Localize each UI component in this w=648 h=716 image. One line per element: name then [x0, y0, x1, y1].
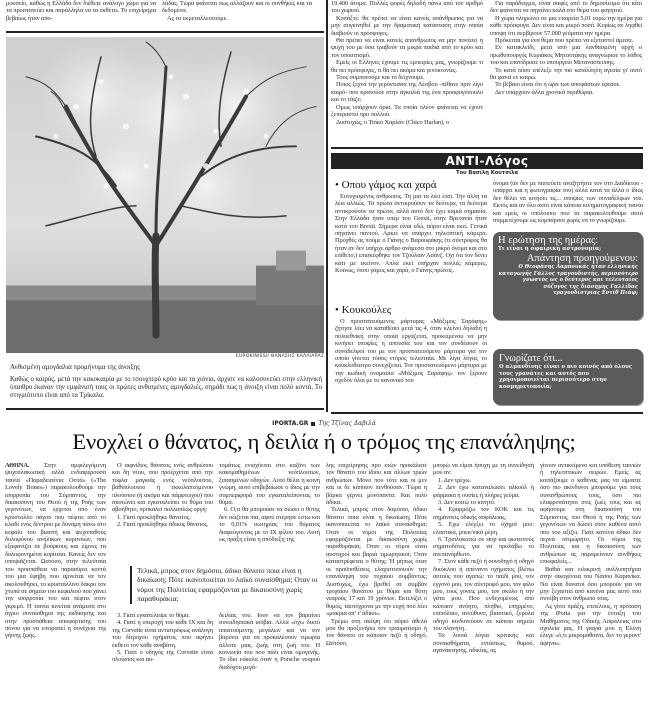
paragraph: τομάτως ενισχύεται στο καζάνι των κακομαθημένων νεόπλουτων, ξιπασμένων οδηγών. Αυτό θέλει η κοινή γνώμη, αυτό επιβεβαίωσε ο ίδιος με την συμπεριφορά του εγκαταλείποντας το θύμα. — [219, 462, 320, 507]
article-column-5 — [433, 462, 534, 655]
list-item: 7. Στον κάθε πεζό ή συνοδηγό ή οδηγό δικύκλου ή απέναντι οχήματος βλέπω αυτούς που αγαπώ: το παιδί μου, τον εγγονό μου, τον σύντροφό μου, τον φίλο μου, τους γονείς μου, τον σκύλο ή την γάτα μου. Που ενδεχομένως από κάποιον ανόητο, πλήθιο, επηρμένο, επιπόλαιο, ανεύθυνο, βιαστικό, ξερόλα οδηγό κινδυνεύουν σε κάποιο σημείο του πλανήτη. — [433, 558, 534, 632]
paragraph: Το βέβαιο είναι ότι η ώρα των αποφάσεων έφτασε. — [495, 81, 621, 89]
square-bullet-icon — [311, 422, 315, 426]
list-item: 5. Εχω ελέγξει το όχημά μου: ελαστικά, μπεκ/νικά μέρη. — [433, 521, 534, 536]
photo-credit: EUROKINISSI/ ΘΑΝΑΣΗΣ ΚΑΛΛΙΑΡΑΣ — [235, 354, 324, 359]
list-item: 3. Δεν κοιτώ το κινητό. — [438, 499, 496, 507]
section-title-hoods: • Κουκούλες — [335, 304, 392, 316]
anti-logos-column-2 — [493, 180, 643, 224]
answer-heading: Απάντηση προηγούμενου: — [526, 253, 638, 264]
divider — [331, 147, 643, 149]
photo-caption-title: Ανθισμένη αμυγδαλιά προμήνυμα της άνοιξης — [10, 363, 141, 371]
list-item: 6. Τριπλοκοιτώ σε stop και φωτεινούς σηματοδότες για να προλάβω το ανεπανόρθωτο. — [433, 536, 534, 558]
paragraph: μπορώ να είμαι ήσυχη με τη συνείδησή μου αν: — [433, 462, 534, 477]
list-item: 2. Γιατί προκλήθηκε άδικος θάνατος. — [117, 521, 209, 529]
top-left-column-1 — [6, 0, 156, 22]
article-column-4 — [326, 462, 427, 647]
paragraph: Ας γίνει πράξη, επιτέλους, η πρόταση της iPorta για την ένταξη του Μαθήματος της Οδικής Ασφάλειας στα σχολεία μας. Η γιαγιά μου η Ελένη έλεγε «ό,τι μικρομάθαινα, δεν το γεροντ' άφηνα». — [540, 602, 641, 647]
article-column-3-continued — [219, 612, 320, 671]
paragraph: Τους συμπονούμε και το δείχνουμε. — [336, 74, 425, 82]
list-item: 1. Γιατί προκλήθηκε θάνατος. — [117, 513, 191, 521]
paragraph: λάδας. Τώρα φαίνεται πως αλλάζουν και οι συνθήκες και τα δεδομένα. — [162, 0, 312, 15]
paragraph: Τα λοιπά λόγια κριτικής και συναισθήματα, εντάσεως, θυμού, αγανάκτησης, αδικίας, ας — [433, 632, 534, 655]
top-left-column-2 — [162, 0, 312, 22]
did-you-know-heading: Γνωρίζατε ότι... — [499, 353, 563, 364]
paragraph: 19.400 άτομα. Πολλές φορές δηλαδή πάνω από τον αριθμό του χωριού. — [331, 0, 483, 15]
list-item: 3. Γιατί εγκατέλειψε το θύμα. — [117, 612, 190, 619]
article-column-1 — [5, 462, 106, 640]
dateline: ΑΘΗΝΑ. — [5, 462, 30, 469]
paragraph: Ο αιφνίδιος θάνατος ενός ανθρώπου και δη νέου, που προέρχεται από την τύφλα μαγκιάς ενός νεόπλουτου, βαθύπλουτου ή εκκολαπτόμενου πλούσιου (ή ακόμα και πάμφτωχου) που σκοτώνει και εγκαταλείπει το θύμα του αβοήθητο, προκαλεί πολλαπλώς οργή: — [112, 462, 213, 514]
paragraph: μουσείο, καθώς η Ελλάδα δεν διέθετε ανάλογο χώρο για να τα προστατεύει και παράλληλα να τα εκθέτει. Το επιχείρημα βεβαίως ήταν απο- — [6, 0, 156, 22]
paragraph: 6. Ο,τι θα μπορούσε να σώσει ο θύτης δεν σώζεται πια, αφού στέρησε έστω και το 0,01% σωτηρίας του θύματος διαφεύγοντας με το IX φίλου του. Αυτή ως πράξη είναι η απόδειξη της — [219, 506, 320, 544]
article-byline: Της Τζίνας Δαβιλά — [318, 420, 376, 427]
paragraph: Δεν υπάρχουν άλλα χρονικά περιθώρια. — [495, 88, 594, 96]
article-source-line — [0, 420, 648, 428]
paragraph: Βαθιά και ειλικρινή συλλυπητήρια στην οικογένεια του Νάσου Καρανίκα. Να είναι δυνατοί όσο μπορούν για να μην ξεχαστεί από κανένα μας αυτό που συνέβη στον άνθρωπό τους. — [540, 565, 641, 603]
top-right-column-2 — [490, 0, 642, 96]
paragraph: Τελικά, μπρος στον δαμόσιο, άδικο θάνατο ποια είναι η δικαίωση; Πότε ικανοποιείται το λαϊκό συναίσθημα; Οταν οι νόμοι της Πολιτείας εφαρμόζονται με δικαιοσύνη χωρίς παραθυράκια; Οταν οι νόμοι είναι αυστηροί και βαριά τιμωρητικοί; Οταν καταστρέφεται ο θύτης; Ή μήπως όταν οι προϋποθέσεις ελαχιστοποιούν την επανάληψη του τυχαίου συμβάντος; Δυστυχώς, έχω βρεθεί σε συμβάν τροχαίου θανάτου με θύμα και θύτη νεαρούς 17 και 19 χρόνων. Εκτελίζει ο θυμός, ταυτόχρονα με την ευχή που λέει «μακριά απ' τ' άδικο». — [326, 506, 427, 618]
paragraph: Εν κατακλείδι, μετά από μια λανθασμένη αρχή ο πρωθυπουργός Κυριάκος Μητσοτάκης αναγνώρισε το λάθος του και επανίδρυσε το υπουργείο Μεταναστευσης. — [490, 44, 642, 67]
paragraph: δειλίας του. Ιουν να τον βαραίνει συνειδησιακά ισόβια. Αλλά «όχι» δικτύ απαιτούμενης μεγάλων και να τον βαρύνει για να προκαλέσουν τιμωρία άλλοτε μιας ζωής στη ζωή του. Η κοινωνία του που πάλι είναι ομογενής. Το ίδιο εύκολα όταν η Porsche νεαρού διαδόχου μεγά- — [219, 612, 320, 671]
paragraph: Θα πρέπει να είναι κανείς απάνθρωπος να μην πονέσει η ψυχή του με όσα τραβούν τα μικρά παιδιά από το κρύο και τον υποσιτισμό. — [331, 37, 483, 59]
article-headline: Ενοχλεί ο θάνατος, η δειλία ή ο τρόμος της επανάληψης; — [72, 429, 576, 454]
article-column-3 — [219, 462, 320, 543]
paragraph: γίνουν αντικείμενο και υπόθεση ταινιών ή τηλεοπτικών σειρών. Εμείς ας κοιτάξουμε ο καθένας μας να είμαστε όσο πιο ακίνδυνοι μπορούμε για τους συνανθρώπους τους, όσο πιο ελαφροπάτητοι στις ζωές τους και ας αφήσουμε στη δικαιοσύνη του Σύμπαντος, του Θεού ή της Ροής των γεγονότων να δώσει στον καθένα αυτό που του αξίζει. Γιατί κανένα άδικο δεν περνά ατιμώρητο. Οι νόμοι της Πολιτείας και η δικαιοσύνη των ανθρώπων ας παραμείνουν συνθήκες επιοφαλείς... — [540, 462, 641, 566]
article-column-6 — [540, 462, 641, 647]
section-title-wedding: • Οπου γάμος και χαρά — [335, 179, 437, 191]
paragraph: Εμείς οι Ελληνες έχουμε τις εμπειρίες μας, γνωρίζουμε τι θα πει πρόσφυγες, τι θα πει ακόμα και γενοκτονίες. — [331, 59, 483, 74]
answer-text: Ο Θεοφάνης Λαμπουκάς ήταν ελληνικής καταγωγής Γάλλος τραγουδιστής, περισσότερο γνωστός ως ο δεύτερος και τελευταίος σύζυγος της διάσημης Γαλλίδας τραγουδίστριας Εντίθ Πιάφ; — [498, 264, 638, 296]
almond-tree-photo — [6, 37, 324, 353]
paragraph — [5, 462, 106, 640]
article-column-2 — [112, 462, 213, 529]
paragraph: Τρέμω στη σκέψη ότι αύριο άθελά μου θα προξενήσω τον τραυματισμό ή τον θάνατο σε κάποιον πεζό ή οδηγό. Ωστόσο, — [326, 617, 427, 647]
article-column-2-continued — [112, 612, 213, 664]
paragraph: Ο προστατευόμενος μάρτυρας «Μάξιμος Σαράφης» ζήτησε λέει να καταθέσει μετά τις 4, όταν κλείνει δηλαδή η πολυεθνική στην οποία εργάζεται, προκειμένου να μην κινήσει υποψίες η απουσία του και τον συνδέσουν οι συνάδελφοί του με τον προστατευόμενο μάρτυρα για τον οποίο γίνεται τόσος ντόρος τελευταία. Με λίγα λόγια, το κουκλοθέατρο συνεχίζεται. Τον προστατευόμενο μάρτυρα με την κωδική ονομασία «Μάξιμος Σαράφης» τον ξέρουν σχεδόν όλοι με το κανονικό του — [335, 318, 487, 385]
question-of-the-day-box — [493, 232, 643, 320]
photo-image — [6, 37, 324, 353]
list-item: 5. Γιατί ο οδηγός της Corvette είναι πλούσιος και αυ- — [112, 649, 213, 664]
anti-logos-author: Του Βασίλη Κουτσίλα — [455, 170, 519, 176]
did-you-know-box — [493, 349, 643, 405]
list-item: 2. Δεν έχω καταναλώσει αλκοόλ ή φάρμακα ή ουσίες ή πλήρες γεύμα. — [433, 484, 534, 499]
paragraph: Ομως υπάρχουν όρια. Τα οποία πλέον φαίνεται να έχουν ξεπεραστεί προ πολλού. — [331, 103, 483, 119]
paragraph: Ευτυχισμένος άνθρωπος. Τη μια τα λέει έτσι. Την άλλη τα λέει αλλιώς. Τα πρώτα αντικρούουν τα δεύτερα, τα δεύτερα αντικρούουν τα πρώτα, αλλά αυτό δεν έχει καμιά σημασία. Στην Ελλάδα ήταν υπέρ του Grexit, στην Βρετανία ήταν κατά του Brexit. Σήμερα είναι εδώ, αύριο είναι εκεί. Γενικά πηγαίνει παντού. Αρκεί να υπάρχει τηλεοπτική κάμερα. Προχθές ας πούμε ο Γιάνης ο Βαρουφάκης (τι σύντροφος θα ήταν αν δεν υπήρχε άρθρο ανάμεσα στο μικρό όνομα και στο επίθετο;) επισκέφθηκε τον Τζούλιαν Ασάνζ. Οχι ότι τον δένει κάτι με εκείνον. Απλά εκεί υπήρχαν πολλές κάμερες. Κοινώς, όπου γάμος και χαρά, ο Γιάνης πρώτος. — [335, 193, 487, 275]
paragraph: Δυστυχώς, ο Τσίκο Χαρλάν (Chico Harlan), ο — [336, 118, 450, 126]
paragraph: Ας τα εκμεταλλευτούμε. — [167, 14, 228, 22]
divider — [6, 408, 324, 410]
list-item: 1. Δεν τρέχω. — [438, 476, 471, 484]
did-you-know-text: Ο αλμανδίνης είναι ο πιο κοινός από όλους τους γρανάτες και αυτός που χρησιμοποιείται περισσότερο στην κοσμηματοποιία; — [499, 364, 633, 390]
divider — [6, 31, 324, 33]
anti-logos-section-2 — [335, 318, 487, 385]
paragraph: Πρόκειται για ένα θέμα που πρέπει να εξεταστεί άμεσα. — [495, 37, 634, 45]
paragraph: Κοπάξτε: θα πρέπει να είναι κανείς απάνθρωπος για να μην συγκινηθεί με την δραματική κατάσταση στην οποία διαβιούν οι πρόσφυγες. — [331, 14, 483, 37]
paragraph: Το κατά πόσο επέλεξε την πιο κατάλληλη αγεσία γι' αυτό θα φανεί εν καιρώ. — [490, 66, 642, 82]
paragraph: λης επιχείρησης προ ετών προκάλεσε τον θάνατο του ίδιου και άλλων τριών ανθρώπων. Μόνο που τότε και οι μεν και οι δε κάποιον πενθούσαν. Τώρα η βάρκα γέρνει μονόπαντα. Και πολύ άδικα. — [326, 462, 427, 507]
paragraph: όνομα (αν δεν με πιστεύετε αναζητήστε τον στο Διαδίκτυο - υπάρχει και η φωτογραφία του) αλλά κατά τα άλλα ο ίδιος δεν θέλει να κινήσει τις... υποψίες των συναδέλφων του. Εκτός και αν όλο αυτό είναι κάποια κινηματογραφική ταινία και εμείς οι υπόλοιποι που τα παρακολουθούμε αυτά συμμετέχουμε ως κομπάρσοι χωρίς να το γνωρίζουμε. — [493, 180, 643, 225]
article-source: IPORTA.GR — [272, 420, 309, 427]
top-right-column-1 — [331, 0, 483, 126]
list-item: 4. Γιατί η υπεροχή του κάθε IX και δη της Corvette είναι αντιστρόφως ανάλογη του δίτροχου οχήματος που αφήνει έκθετο τον κάθε αναβάτη. — [112, 619, 213, 649]
pull-quote: Τελικά, μπρος στον δημόσιο, άδικο θάνατο ποια είναι η δικαίωση; Πότε ικανοποιείται το λαϊκό συναίσθημα; Οταν οι νόμοι της Πολιτείας εφαρμόζονται με δικαιοσύνη χωρίς παραθυράκια; — [130, 566, 318, 604]
paragraph-text: Στην αμφιλεγόμενη ψυχοπλακωτική αλλά ενδιαφέρουσα ταινία «Παραδεισένια Οστά» («The Lovely Bones») παρακολουθούμε την ισορροπία του Σύμπαντος, την δικαιοσύνη του Θεού ή της Ροής των γεγονότων, να έρχεται από έναν κρύσταλλο πάγου που πέφτει από το κλαδί ενός δέντρου με δύναμη πάνω στο κεφάλι του βιαστή και ψυχοπαθούς δολοφόνου ανήλικων κοριτσιών, που εξαφανίζει σε βούρκους και λίμνες τα δολοφονημένα κορίτσια. Κανείς δεν τον υποψιάζεται. Ωστόσο, στην τελευταία του προσπάθεια να παρασύρει κοντά του μια έφηβη που αρνείται να τον ακολουθήσει, το κρυστάλλινο δάκρυ τον χτυπά σε σημείο του κεφαλιού που χάνει την ισορροπία του και πέφτει στον γκρεμό. Η ταινία κινείται ανάμεσα στο άγριο συναίσθημα της εκδίκησης και στην προσπάθεια αποφόρτισης του πόνου για να επιτραπεί η συνέχεια της γήινης ζωής. — [5, 462, 106, 640]
list-item: 4. Εφαρμόζω τον ΚΟΚ και τις σημάνσεις οδικής ασφάλειας. — [433, 506, 534, 521]
photo-caption-body: Καθώς ο καιρός, μετά την κακοκαιρία με το τσουχτερό κρύο και τα χιόνια, άρχισε να καλοσυνεύει στην ελληνική ύπαιθρο έκαναν την εμφάνισή τους οι πρώτες ανθισμένες αμυγδαλιές, σημάδι πως η άνοιξη είναι πολύ κοντά. Το στιγμιότυπο είναι από τα Τρίκαλα. — [10, 376, 322, 399]
paragraph: Ποιος ξεχνά την γερόντισσα της Λέσβου -πέθανε πριν λίγο καιρό- που κρατούσε στην αγκαλιά της ένα προσφυγόπουλο και το τάιζε; — [331, 81, 483, 104]
question-text: Τι είναι η σφαιρική αστρονομία; — [498, 246, 602, 252]
paragraph: Η χώρα πληρώνει σε μια εταιρεία 5,01 ευρώ την ημέρα για κάθε πρόσφυγα. Δεν είναι και μικρό ποσό. Κυρίως αν ληφθεί υπόψη ότι σερβίρουν 57.000 γεύματα την ημέρα. — [490, 14, 642, 37]
question-heading: Η ερώτηση της ημέρας: — [498, 235, 599, 246]
anti-logos-banner: ΑΝΤΙ-Λόγος — [331, 153, 643, 169]
paragraph: Για παράδειγμα, είναι σαφές από το δημοσίευμα ότι κάτι δεν φαίνεται να πηγαίνει καλά στο θέμα του φαγητού. — [490, 0, 642, 15]
anti-logos-section-1 — [335, 193, 487, 274]
column-divider — [326, 0, 328, 412]
divider — [331, 412, 643, 414]
